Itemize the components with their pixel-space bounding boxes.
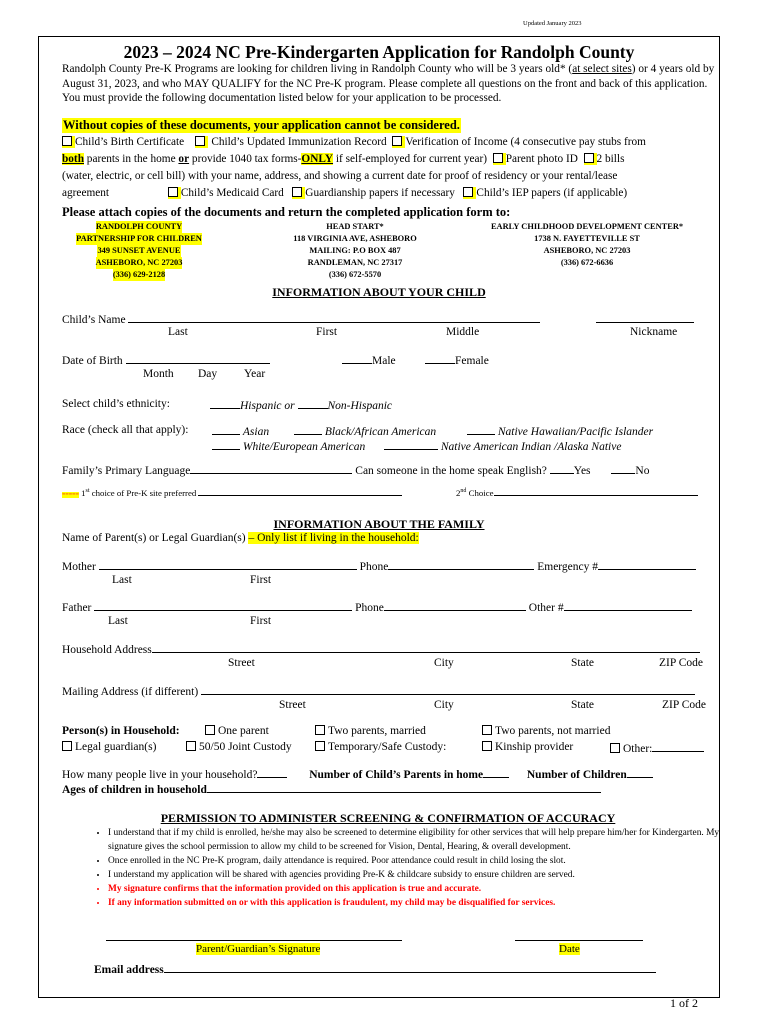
address-line: EARLY CHILDHOOD DEVELOPMENT CENTER*: [490, 222, 684, 231]
other-label: Other:: [623, 743, 653, 755]
household-state-caption: State: [571, 657, 594, 669]
num-children-label: Number of Children: [526, 769, 627, 781]
dob-year-caption: Year: [244, 368, 266, 380]
only-word: ONLY: [301, 153, 334, 165]
both-word: both: [62, 153, 84, 165]
father-other-input[interactable]: [564, 600, 692, 611]
child-name-label: Child’s Name: [62, 314, 126, 326]
female-blank[interactable]: [425, 353, 455, 364]
second-choice-number: 2: [456, 488, 461, 498]
child-nickname-caption: Nickname: [630, 326, 678, 338]
income-text-4: if self-employed for current year): [333, 153, 488, 165]
intro-part1: Randolph County Pre-K Programs are looking for children living in Randolph County who will be 3 years old* (: [62, 63, 573, 75]
address-ecdc: [462, 221, 712, 269]
address-line: 349 SUNSET AVENUE: [97, 246, 181, 255]
female-label: Female: [455, 355, 489, 367]
only-list-note: – Only list if living in the household:: [248, 532, 419, 544]
first-choice-sup: st: [85, 488, 90, 495]
attach-instruction: Please attach copies of the documents and return the completed application form to:: [62, 205, 511, 219]
first-choice-marker: =====: [62, 492, 79, 498]
joint-custody-checkbox[interactable]: [186, 741, 196, 751]
dob-input[interactable]: [126, 353, 270, 364]
dob-label: Date of Birth: [62, 355, 123, 367]
english-yes-label: Yes: [573, 465, 591, 477]
docs-line-3: (water, electric, or cell bill) with your name, address, and showing a current date for proof of residency or your rental/lease: [62, 170, 618, 182]
opt-two-not-married: [482, 725, 610, 737]
how-many-label: How many people live in your household?: [62, 769, 258, 781]
address-line: 1738 N. FAYETTEVILLE ST: [534, 234, 640, 243]
household-city-caption: City: [434, 657, 454, 669]
english-no-blank[interactable]: [611, 463, 635, 474]
white-blank[interactable]: [212, 439, 240, 450]
income-label: Verification of Income (4 consecutive pay stubs from: [405, 136, 646, 148]
intro-sites: at select sites: [572, 63, 632, 75]
english-no-label: No: [635, 465, 650, 477]
household-count-row: [62, 767, 653, 781]
race-black: [294, 424, 436, 438]
kinship-checkbox[interactable]: [482, 741, 492, 751]
income-text-3: provide 1040 tax forms-: [189, 153, 302, 165]
permission-red-bullet: • My signature confirms that the information provided on this application is true and accurate.: [108, 882, 744, 896]
address-line: (336) 672-5570: [328, 270, 382, 279]
opt-other: [610, 741, 704, 755]
permission-heading: PERMISSION TO ADMINISTER SCREENING & CONFIRMATION OF ACCURACY: [160, 811, 616, 825]
bills-label: 2 bills: [596, 153, 625, 165]
ethnicity-row: [62, 398, 170, 410]
ages-label: Ages of children in household: [62, 784, 207, 796]
mother-emergency-input[interactable]: [598, 559, 696, 570]
father-row: [62, 600, 692, 614]
other-checkbox[interactable]: [610, 743, 620, 753]
child-name-input[interactable]: [128, 312, 540, 323]
mother-label: Mother: [62, 561, 96, 573]
parent-label: Name of Parent(s) or Legal Guardian(s): [62, 532, 246, 544]
address-line: (336) 629-2128: [112, 270, 166, 279]
family-section-heading: INFORMATION ABOUT THE FAMILY: [273, 517, 485, 531]
hawaiian-blank[interactable]: [467, 424, 495, 435]
mailing-zip-caption: ZIP Code: [662, 699, 706, 711]
second-choice-row: [456, 487, 698, 498]
site-choice-row: [62, 487, 402, 498]
opt-legal-guardian: [62, 741, 156, 753]
ages-input[interactable]: [207, 782, 601, 793]
or-word: or: [178, 153, 190, 165]
opt-temporary: [315, 741, 446, 753]
father-phone-input[interactable]: [384, 600, 526, 611]
two-married-checkbox[interactable]: [315, 725, 325, 735]
documents-warning: Without copies of these documents, your application cannot be considered.: [63, 118, 460, 132]
household-address-input[interactable]: [152, 642, 700, 653]
email-row: [94, 962, 656, 976]
mailing-street-caption: Street: [279, 699, 306, 711]
address-line: ASHEBORO, NC 27203: [543, 246, 631, 255]
signature-line[interactable]: [106, 940, 402, 941]
one-parent-checkbox[interactable]: [205, 725, 215, 735]
opt-two-married: [315, 725, 426, 737]
mailing-address-row: [62, 684, 695, 698]
opt-kinship: [482, 741, 573, 753]
dob-row: [62, 353, 270, 367]
household-address-row: [62, 642, 700, 656]
intro-paragraph: [62, 62, 718, 106]
asian-blank[interactable]: [212, 424, 240, 435]
signature-caption: Parent/Guardian’s Signature: [196, 943, 321, 955]
race-white: [212, 439, 365, 453]
first-choice-number: 1: [81, 488, 86, 498]
race-hawaiian: [467, 424, 653, 438]
mailing-address-input[interactable]: [201, 684, 695, 695]
address-line: 118 VIRGINIA AVE, ASHEBORO: [293, 234, 417, 243]
child-name-row: [62, 312, 694, 326]
english-yes-blank[interactable]: [550, 463, 574, 474]
race-native: [384, 439, 621, 453]
mother-last-caption: Last: [112, 574, 132, 586]
address-line: RANDOLPH COUNTY: [95, 222, 183, 231]
immunization-label: Child’s Updated Immunization Record: [211, 136, 387, 148]
mother-emergency-label: Emergency #: [537, 561, 599, 573]
mother-row: [62, 559, 696, 573]
household-zip-caption: ZIP Code: [659, 657, 703, 669]
address-line: MAILING: P.O BOX 487: [309, 246, 401, 255]
mother-name-input[interactable]: [99, 559, 357, 570]
hispanic-blank[interactable]: [210, 398, 240, 409]
native-label: Native American Indian /Alaska Native: [440, 441, 622, 453]
household-address-label: Household Address: [62, 644, 152, 656]
birth-cert-label: Child’s Birth Certificate: [75, 136, 185, 148]
parent-label-row: [62, 532, 419, 544]
other-input[interactable]: [652, 741, 704, 752]
native-blank[interactable]: [384, 439, 438, 450]
second-choice-label: Choice: [466, 488, 494, 498]
non-hispanic-label: Non-Hispanic: [327, 400, 393, 412]
black-blank[interactable]: [294, 424, 322, 435]
legal-guardian-label: Legal guardian(s): [75, 741, 157, 753]
opt-joint-custody: [186, 741, 292, 753]
address-rcpc: [62, 221, 216, 281]
birth-cert-checkbox[interactable]: [62, 136, 72, 146]
hawaiian-label: Native Hawaiian/Pacific Islander: [497, 426, 654, 438]
child-middle-caption: Middle: [446, 326, 480, 338]
bills-checkbox[interactable]: [584, 153, 594, 163]
nickname-input[interactable]: [596, 312, 694, 323]
updated-date: Updated January 2023: [523, 20, 582, 27]
iep-label: Child’s IEP papers (if applicable): [476, 187, 628, 199]
male-blank[interactable]: [342, 353, 372, 364]
address-line: (336) 672-6636: [560, 258, 614, 267]
male-option: [342, 353, 396, 367]
email-label: Email address: [94, 964, 164, 976]
medicaid-checkbox[interactable]: [168, 187, 178, 197]
guardianship-label: Guardianship papers if necessary: [305, 187, 455, 199]
two-married-label: Two parents, married: [328, 725, 426, 737]
joint-custody-label: 50/50 Joint Custody: [199, 741, 292, 753]
two-not-married-checkbox[interactable]: [482, 725, 492, 735]
first-choice-label: choice of Pre-K site preferred: [89, 488, 197, 498]
address-line: ASHEBORO, NC 27203: [95, 258, 183, 267]
household-street-caption: Street: [228, 657, 255, 669]
legal-guardian-checkbox[interactable]: [62, 741, 72, 751]
permission-red-bullet: • If any information submitted on or with this application is fraudulent, my child may be disqualified for services.: [108, 896, 744, 910]
father-first-caption: First: [250, 615, 272, 627]
mother-phone-input[interactable]: [388, 559, 534, 570]
income-text-2: parents in the home: [83, 153, 179, 165]
immunization-checkbox[interactable]: [195, 136, 205, 146]
mailing-state-caption: State: [571, 699, 594, 711]
guardianship-checkbox[interactable]: [292, 187, 302, 197]
mother-phone-label: Phone: [359, 561, 389, 573]
dob-month-caption: Month: [143, 368, 174, 380]
num-parents-input[interactable]: [483, 767, 509, 778]
asian-label: Asian: [242, 426, 270, 438]
non-hispanic-blank[interactable]: [298, 398, 328, 409]
num-children-input[interactable]: [627, 767, 653, 778]
intro-part2: ) or 4 years old by August 31, 2023, and who MAY QUALIFY for the NC Pre-K program. Please complete all questions on the front and back of this application. You must provide the following documentation listed below for your application to be processed.: [62, 63, 715, 104]
photo-id-label: Parent photo ID: [505, 153, 578, 165]
language-row: [62, 463, 649, 477]
two-not-married-label: Two parents, not married: [495, 725, 611, 737]
father-phone-label: Phone: [355, 602, 384, 614]
page-number: 1 of 2: [670, 996, 698, 1010]
second-choice-sup: nd: [460, 488, 467, 495]
docs-line-4: [62, 187, 627, 199]
ethnicity-options: [210, 398, 392, 412]
father-name-input[interactable]: [94, 600, 352, 611]
page-title: 2023 – 2024 NC Pre-Kindergarten Application for Randolph County: [123, 42, 635, 62]
iep-checkbox[interactable]: [463, 187, 473, 197]
language-label: Family’s Primary Language: [62, 465, 191, 477]
opt-one-parent: [205, 725, 269, 737]
english-question: Can someone in the home speak English?: [355, 465, 547, 477]
second-choice-input[interactable]: [494, 487, 698, 496]
language-input[interactable]: [190, 463, 352, 474]
persons-label: Person(s) in Household:: [62, 725, 180, 737]
father-other-label: Other #: [528, 602, 564, 614]
permission-bullet: • I understand my application will be shared with agencies providing Pre-K & childcare subsidy to ensure children are served.: [108, 868, 744, 882]
mailing-city-caption: City: [434, 699, 454, 711]
permission-list: [76, 826, 744, 910]
first-choice-input[interactable]: [198, 487, 402, 496]
docs-line-1: [62, 136, 646, 148]
temporary-checkbox[interactable]: [315, 741, 325, 751]
father-last-caption: Last: [108, 615, 128, 627]
medicaid-label: Child’s Medicaid Card: [180, 187, 284, 199]
date-line[interactable]: [515, 940, 643, 941]
docs-line-2: [62, 153, 624, 165]
permission-bullet: • Once enrolled in the NC Pre-K program, daily attendance is required. Poor attendance could result in child losing the slot.: [108, 854, 744, 868]
race-asian: [212, 424, 269, 438]
one-parent-label: One parent: [218, 725, 269, 737]
hispanic-label: Hispanic or: [240, 400, 295, 412]
address-line: PARTNERSHIP FOR CHILDREN: [76, 234, 202, 243]
father-label: Father: [62, 602, 92, 614]
kinship-label: Kinship provider: [495, 741, 574, 753]
ethnicity-label: Select child’s ethnicity:: [62, 398, 170, 410]
address-line: HEAD START*: [326, 222, 384, 231]
mother-first-caption: First: [250, 574, 272, 586]
black-label: Black/African American: [324, 426, 437, 438]
white-label: White/European American: [242, 441, 366, 453]
race-label: Race (check all that apply):: [62, 424, 189, 436]
address-head-start: [260, 221, 450, 281]
num-parents-label: Number of Child’s Parents in home: [309, 769, 484, 781]
income-checkbox[interactable]: [392, 136, 402, 146]
male-label: Male: [372, 355, 396, 367]
temporary-label: Temporary/Safe Custody:: [328, 741, 447, 753]
child-first-caption: First: [316, 326, 338, 338]
photo-id-checkbox[interactable]: [493, 153, 503, 163]
how-many-input[interactable]: [257, 767, 287, 778]
mailing-address-label: Mailing Address (if different): [62, 686, 199, 698]
address-line: RANDLEMAN, NC 27317: [307, 258, 403, 267]
child-last-caption: Last: [168, 326, 188, 338]
date-caption: Date: [559, 943, 580, 955]
female-option: [425, 353, 489, 367]
dob-day-caption: Day: [198, 368, 218, 380]
ages-row: [62, 782, 601, 796]
email-input[interactable]: [164, 962, 656, 973]
permission-bullet: • I understand that if my child is enrolled, he/she may also be screened to determine eligibility for other services that will help prepare him/her for Kindergarten. My signature gives the school permission to allow my child to be screened for Vision, Dental, Hearing, & overall development.: [108, 826, 744, 854]
child-section-heading: INFORMATION ABOUT YOUR CHILD: [272, 285, 486, 299]
agreement-word: agreement: [62, 187, 110, 199]
